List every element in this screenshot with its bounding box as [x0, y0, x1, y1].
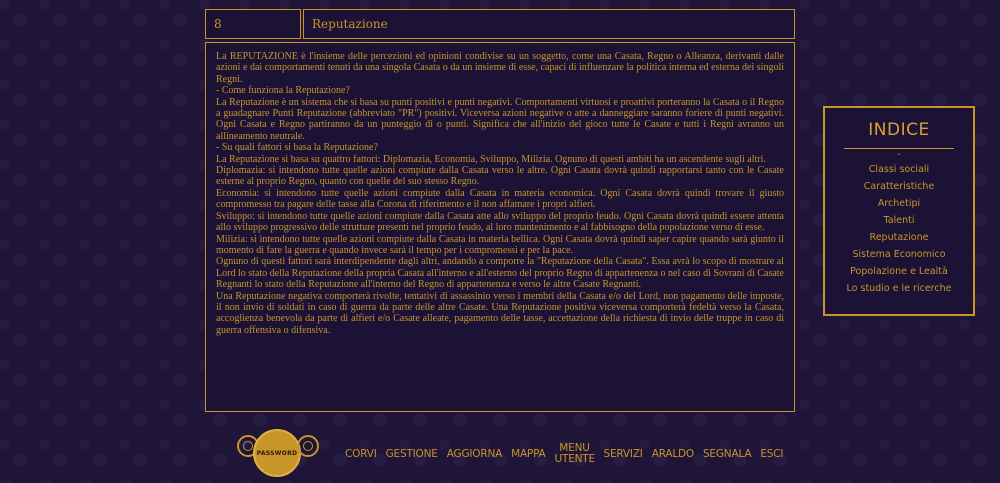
index-link-talenti[interactable]: Talenti	[883, 215, 915, 226]
nav-araldo[interactable]: ARALDO	[651, 447, 694, 460]
sun-emblem-right-icon	[297, 435, 319, 457]
index-title: INDICE	[868, 120, 930, 140]
entry-title: Reputazione	[303, 9, 795, 39]
index-link-classi-sociali[interactable]: Classi sociali	[868, 164, 930, 175]
nav-mappa[interactable]: MAPPA	[511, 447, 546, 460]
main-nav	[345, 443, 783, 465]
nav-segnala[interactable]: SEGNALA	[702, 447, 752, 460]
index-link-reputazione[interactable]: Reputazione	[869, 232, 929, 243]
index-link-archetipi[interactable]: Archetipi	[877, 198, 921, 209]
content-box	[205, 42, 795, 412]
paragraph: - Come funziona la Reputazione? La Reputazione è un sistema che si basa su punti positivi e punti negativi. Comportamenti virtuosi e proattivi porteranno la Casata o il Regno a guadagnare Punti Reputazione (abbreviato "PR") positivi. Viceversa azioni negative o atte a danneggiare saranno foriere di punti negativi. Ogni Casata e Regno partiranno da un punteggio di o punti. Significa che all'inizio del gioco tutte le Casate e tutti i Regni avranno un allineamento neutrale.	[216, 85, 784, 142]
index-link-sistema-economico[interactable]: Sistema Economico	[852, 249, 946, 260]
nav-esci[interactable]: ESCI	[760, 447, 784, 460]
nav-menu-utente[interactable]: MENU UTENTE	[554, 442, 595, 465]
index-link-caratteristiche[interactable]: Caratteristiche	[863, 181, 935, 192]
entry-number: 8	[205, 9, 301, 39]
index-dash: -	[897, 149, 901, 160]
password-logo-button[interactable]	[253, 429, 301, 477]
nav-gestione[interactable]: GESTIONE	[385, 447, 438, 460]
index-link-studio-ricerche[interactable]: Lo studio e le ricerche	[846, 283, 952, 294]
paragraph: Ognuno di questi fattori sarà interdipendente dagli altri, andando a comporre la "Reputazione della Casata". Essa avrà lo scopo di mostrare al Lord lo stato della Reputazione della propria Casata all'interno e all'esterno del proprio Regno di appartenenza o nel caso di Sovrani di Casate Regnanti lo stato della Reputazione all'interno del Regno di appartenenza e verso le altre Casate Regnanti. Una Reputazione negativa comporterà rivolte, tentativi di assassinio verso i membri della Casata e/o del Lord, non pagamento delle imposte, il non invio di soldati in caso di guerra da parte delle altre Casate. Una Reputazione positiva viceversa comporterà fedeltà verso la Casata, accoglienza benevola da parte di alfieri e/o Casate alleate, pagamento delle tasse, accettazione della richiesta di invio delle truppe in caso di guerra offensiva o difensiva.	[216, 256, 784, 336]
paragraph: La REPUTAZIONE è l'insieme delle percezioni ed opinioni condivise su un soggetto, come una Casata, Regno o Alleanza, derivanti dalle azioni e dai comportamenti tenuti da una singola Casata o da un insieme di esse, capaci di influenzare la politica interna ed esterna dei singoli Regni.	[216, 51, 787, 85]
footer-nav-bar	[0, 425, 1000, 483]
index-link-popolazione-lealta[interactable]: Popolazione e Lealtà	[850, 266, 948, 277]
nav-corvi[interactable]: CORVI	[345, 447, 377, 460]
nav-servizi[interactable]: SERVIZI	[603, 447, 643, 460]
nav-aggiorna[interactable]: AGGIORNA	[446, 447, 503, 460]
entry-header	[205, 9, 795, 39]
paragraph: - Su quali fattori si basa la Reputazione? La Reputazione si basa su quattro fattori: Diplomazia, Economia, Sviluppo, Milizia. Ognuno di questi ambiti ha un ascendente sugli altri. Diplomazia: si intendono tutte quelle azioni compiute dalla Casata verso le altre. Ogni Casata dovrà quindi rapportarsi tanto con le Casate esterne al proprio Regno, quanto con quelle del suo stesso Regno. Economia: si intendono tutte quelle azioni compiute dalla Casata in materia economica. Ogni Casata dovrà quindi trovare il giusto compromesso tra pagare delle tasse alla Corona di riferimento e il non affamare i propri alfieri. Sviluppo: si intendono tutte quelle azioni compiute dalla Casata atte allo sviluppo del proprio feudo. Ogni Casata dovrà quindi essere attenta allo sviluppo progressivo delle strutture presenti nel proprio feudo, al loro mantenimento e al fabbisogno della popolazione verso di esse. Milizia: si intendono tutte quelle azioni compiute dalla Casata in materia bellica. Ogni Casata dovrà quindi saper capire quando sarà giunto il momento di fare la guerra e quando invece sarà il tempo per i compromessi e per la pace.	[216, 142, 784, 256]
index-panel	[823, 106, 975, 316]
logo-text: PASSWORD	[256, 449, 298, 457]
